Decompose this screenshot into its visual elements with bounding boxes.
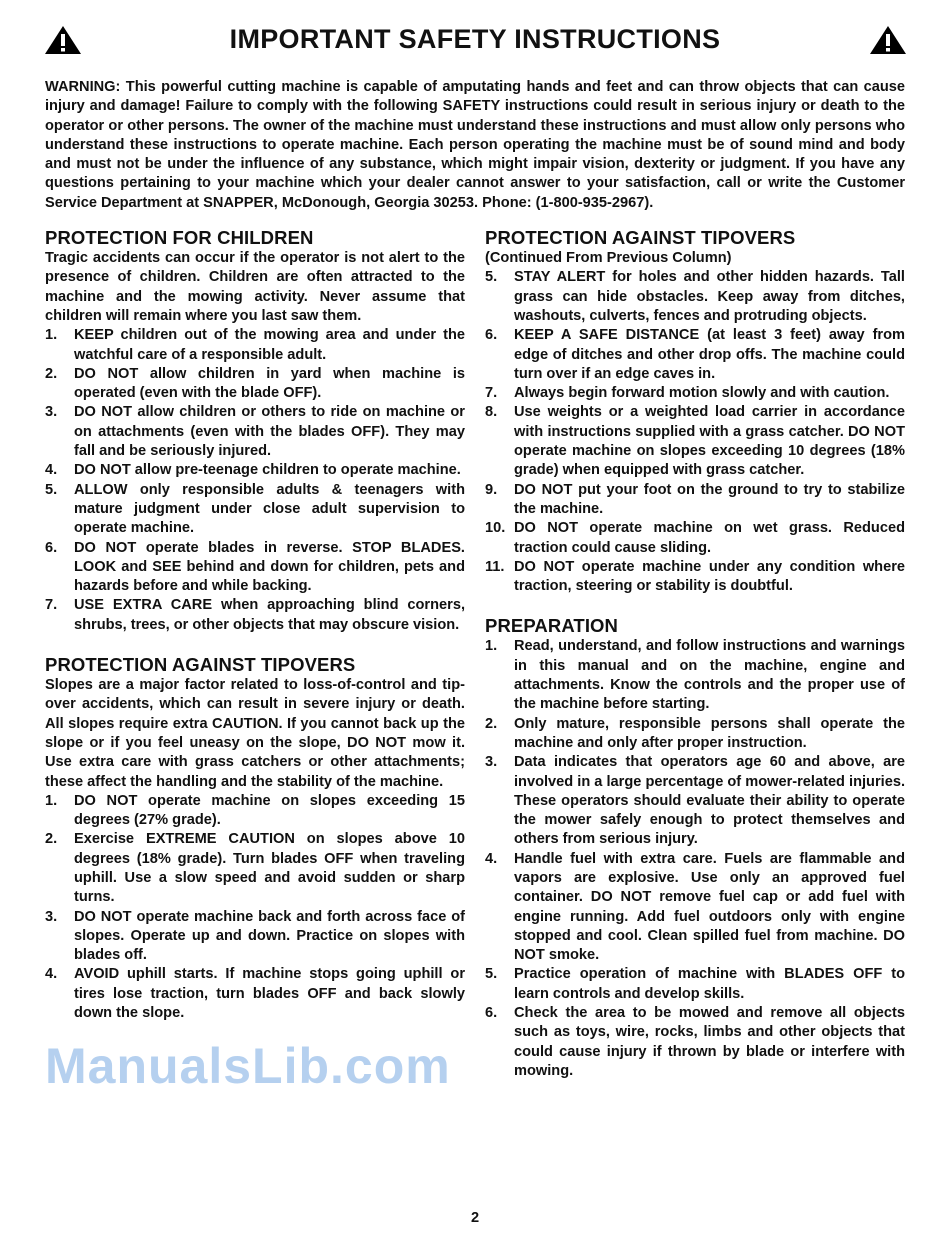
item-text: Check the area to be mowed and remove all objects such as toys, wire, rocks, limbs and other objects that could cause injury if thrown by blade or interfere with mowing. xyxy=(514,1005,905,1079)
list-item xyxy=(485,753,905,849)
item-number: 3. xyxy=(45,908,58,925)
item-number: 4. xyxy=(45,462,58,479)
list-item xyxy=(45,326,465,365)
item-number: 4. xyxy=(485,850,498,867)
item-text: Use weights or a weighted load carrier in accordance with instructions supplied with a grass catcher. DO NOT operate machine on slopes exceeding 10 degrees (18% grade) when equipped with grass catcher. xyxy=(514,404,905,479)
list-item xyxy=(45,365,465,404)
item-text: Practice operation of machine with BLADES OFF to learn controls and develop skills. xyxy=(514,966,905,1002)
list-item xyxy=(45,596,465,635)
children-intro: Tragic accidents can occur if the operator is not alert to the presence of children. Children are often attracted to the machine and the mowing activity. Never assume that children will remain where you last saw them. xyxy=(45,250,465,324)
item-text: Exercise EXTREME CAUTION on slopes above 10 degrees (18% grade). Turn blades OFF when traveling uphill. Use a slow speed and avoid sudden or sharp turns. xyxy=(74,831,465,906)
list-item xyxy=(45,792,465,831)
tipovers-intro: Slopes are a major factor related to loss-of-control and tip-over accidents, which can result in severe injury or death. All slopes require extra CAUTION. If you cannot back up the slope or if you feel uneasy on the slope, DO NOT mow it. Use extra care with grass catchers or other attachments; these affect the handling and the stability of the machine. xyxy=(45,677,465,790)
item-text: KEEP A SAFE DISTANCE (at least 3 feet) away from edge of ditches and other drop offs. The machine could turn over if an edge caves in. xyxy=(514,327,905,382)
item-number: 6. xyxy=(45,539,58,556)
item-text: Read, understand, and follow instructions and warnings in this manual and on the machine, engine and attachments. Know the controls and the proper use of the machine before starting. xyxy=(514,638,905,713)
list-item xyxy=(485,1004,905,1081)
item-text: DO NOT allow children in yard when machine is operated (even with the blade OFF). xyxy=(74,365,465,402)
item-text: Always begin forward motion slowly and with caution. xyxy=(514,385,890,402)
item-number: 7. xyxy=(45,597,58,614)
item-text: Handle fuel with extra care. Fuels are flammable and vapors are explosive. Use only an approved fuel container. DO NOT remove fuel cap or add fuel with engine running. Add fuel outdoors only with engine stopped and cool. Clean spilled fuel from machine. DO NOT smoke. xyxy=(514,850,905,964)
section-heading-tipovers-continued: PROTECTION AGAINST TIPOVERS xyxy=(485,227,796,249)
item-text: KEEP children out of the mowing area and under the watchful care of a responsible adult. xyxy=(74,327,465,363)
section-heading-tipovers: PROTECTION AGAINST TIPOVERS xyxy=(45,654,356,676)
item-number: 8. xyxy=(485,404,498,421)
list-item xyxy=(45,908,465,966)
item-number: 5. xyxy=(485,269,498,286)
item-number: 10. xyxy=(485,520,506,537)
item-text: DO NOT operate blades in reverse. STOP BLADES. LOOK and SEE behind and down for children, pets and hazards before and while backing. xyxy=(74,539,465,595)
section-heading-preparation: PREPARATION xyxy=(485,615,619,637)
item-number: 6. xyxy=(485,1005,498,1022)
page-number: 2 xyxy=(470,1210,480,1226)
list-item xyxy=(485,519,905,558)
item-text: DO NOT allow children or others to ride on machine or on attachments (even with the blades OFF). They may fall and be seriously injured. xyxy=(74,404,465,460)
list-item xyxy=(485,268,905,326)
right-column xyxy=(485,227,905,1095)
list-item xyxy=(485,326,905,384)
list-item xyxy=(485,850,905,966)
item-number: 2. xyxy=(485,715,498,732)
item-text: DO NOT operate machine on wet grass. Reduced traction could cause sliding. xyxy=(514,520,905,556)
list-item xyxy=(45,539,465,597)
list-item xyxy=(45,461,465,480)
item-number: 5. xyxy=(45,481,58,498)
item-text: DO NOT operate machine under any condition where traction, steering or stability is doubtful. xyxy=(514,558,905,595)
item-text: Data indicates that operators age 60 and above, are involved in a large percentage of mower-related injuries. These operators should evaluate their ability to operate the mower safely enough to protect themselves and others from serious injury. xyxy=(514,754,905,848)
item-number: 1. xyxy=(45,792,58,809)
item-text: DO NOT allow pre-teenage children to operate machine. xyxy=(74,462,461,479)
children-list xyxy=(45,326,465,635)
item-number: 11. xyxy=(485,558,505,575)
tipovers-continued-list xyxy=(485,268,905,596)
item-number: 1. xyxy=(485,638,498,655)
item-text: ALLOW only responsible adults & teenagers with mature judgment under close adult supervision to operate machine. xyxy=(74,481,465,537)
continued-note: (Continued From Previous Column) xyxy=(485,250,732,267)
list-item xyxy=(45,403,465,461)
item-text: DO NOT operate machine on slopes exceeding 15 degrees (27% grade). xyxy=(74,792,465,829)
list-item xyxy=(485,715,905,754)
item-number: 4. xyxy=(45,966,58,983)
item-text: USE EXTRA CARE when approaching blind corners, shrubs, trees, or other objects that may obscure vision. xyxy=(74,597,465,633)
item-number: 1. xyxy=(45,327,58,344)
item-number: 3. xyxy=(485,754,498,771)
list-item xyxy=(485,384,905,403)
item-text: AVOID uphill starts. If machine stops going uphill or tires lose traction, turn blades OFF and back slowly down the slope. xyxy=(74,966,465,1022)
item-number: 9. xyxy=(485,481,498,498)
header xyxy=(40,22,910,62)
list-item xyxy=(485,965,905,1004)
warning-intro: WARNING: This powerful cutting machine is capable of amputating hands and feet and can throw objects that can cause injury and damage! Failure to comply with the following SAFETY instructions could result in serious injury or death to the operator or other persons. The owner of the machine must understand these instructions and must allow only persons who understand these instructions to operate machine. Each person operating the machine must be of sound mind and body and must not be under the influence of any substance, which might impair vision, dexterity or judgment. If you have any questions pertaining to your machine which your dealer cannot answer to your satisfaction, call or write the Customer Service Department at SNAPPER, McDonough, Georgia 30253. Phone: (1-800-935-2967). xyxy=(45,79,905,211)
list-item xyxy=(45,965,465,1023)
item-number: 2. xyxy=(45,831,58,848)
watermark: ManualsLib.com xyxy=(45,1038,451,1095)
list-item xyxy=(45,481,465,539)
list-item xyxy=(485,481,905,520)
warning-triangle-icon xyxy=(43,24,83,56)
list-item xyxy=(485,403,905,480)
section-heading-children: PROTECTION FOR CHILDREN xyxy=(45,227,314,249)
item-text: DO NOT put your foot on the ground to try to stabilize the machine. xyxy=(514,481,905,517)
warning-triangle-icon xyxy=(868,24,908,56)
item-text: DO NOT operate machine back and forth across face of slopes. Operate up and down. Practice on slopes with blades off. xyxy=(74,908,465,964)
tipovers-list xyxy=(45,792,465,1024)
list-item xyxy=(485,558,905,597)
item-number: 3. xyxy=(45,404,58,421)
list-item xyxy=(485,637,905,714)
list-item xyxy=(45,830,465,907)
page-title: IMPORTANT SAFETY INSTRUCTIONS xyxy=(229,24,721,54)
item-number: 2. xyxy=(45,365,58,382)
item-text: Only mature, responsible persons shall operate the machine and only after proper instruction. xyxy=(514,715,905,751)
preparation-list xyxy=(485,637,905,1081)
left-column xyxy=(45,227,465,1095)
item-text: STAY ALERT for holes and other hidden hazards. Tall grass can hide obstacles. Keep away from ditches, washouts, culverts, fences and protruding objects. xyxy=(514,269,905,324)
item-number: 7. xyxy=(485,385,498,402)
item-number: 6. xyxy=(485,327,498,344)
item-number: 5. xyxy=(485,966,498,983)
